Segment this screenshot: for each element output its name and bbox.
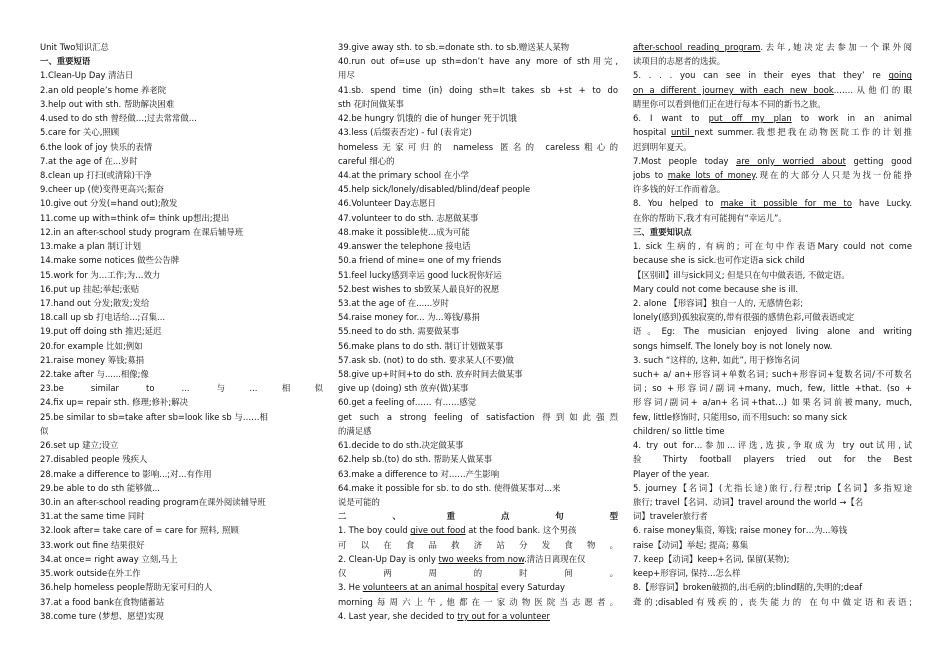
text-line: 16.put up 挂起;举起;张贴 [40,283,140,294]
text-line: 47.volunteer to do sth. 志愿做某事 [338,212,479,223]
sentence-text: 2. Clean-Up Day is only [338,553,439,564]
text-line: 13.make a plan 制订计划 [40,241,142,252]
text-line [633,125,912,139]
text-line: 45.help sick/lonely/disabled/blind/deaf people [338,184,531,195]
underlined-phrase: going [888,70,912,81]
text-line: 15.work for 为…工作;为…效力 [40,269,161,280]
text-line: 8.clean up 打扫(或清除)干净 [40,169,152,180]
text-line: 50.a friend of mine= one of my friends [338,255,502,266]
text-line: morning每周六上午,他都在一家动物医院当志愿者。 [338,596,618,607]
text-line: sth 花时间做某事 [338,98,404,109]
text-line: 词】traveler旅行者 [633,511,708,522]
text-line: 34.at once= right away 立刻,马上 [40,553,178,564]
section-heading: 二、重点句型 [338,511,618,522]
text-line: 10.give out 分发(=hand out);散发 [40,198,178,209]
text-line: 31.at the same time 同时 [40,511,145,522]
text-line: 6. raise money集资, 筹钱; raise money for…为...筹钱 [633,525,848,536]
text-line: 【区别ill】ill与sick同义; 但是只在句中做表语, 不做定语。 [633,269,850,280]
text-line: 7.at the age of 在...岁时 [40,155,138,166]
text-line: 22.take after 与......相像;像 [40,369,149,380]
underlined-phrase: make lots of money [667,169,756,180]
text-line: 可以在食品救济站分发食物。 [338,539,618,550]
text-line [338,552,618,566]
text-line: 的满足感 [338,425,372,436]
text-line: 48.make it possible使…成为可能 [338,226,470,237]
text-line: 26.set up 建立;设立 [40,440,119,451]
text-line: 61.decide to do sth.决定做某事 [338,440,464,451]
text-line: 仅两周的时间。 [338,568,618,579]
text-line: 52.best wishes to sb致某人最良好的祝愿 [338,283,500,294]
text-line: get such a strong feeling of satisfaction 得到如此强烈 [338,411,618,422]
column-left [40,40,323,623]
text-line: 7. keep【动词】keep+名词, 保留(某物); [633,553,790,564]
text-line: 40.run out of=use up sth=don’t have any more of sth用完, [338,56,618,67]
text-line: 57.ask sb. (not) to do sth. 要求某人(不要)做 [338,354,514,365]
text-line: 44.at the primary school 在小学 [338,169,469,180]
text-line: 55.need to do sth. 需要做某事 [338,326,460,337]
text-line: 5. journey【名词】(尤指长途)旅行,行程;trip【名词】多指短途 [633,482,912,493]
underlined-phrase: until [671,127,695,138]
sentence-text: getting good [845,155,912,166]
text-line: 36.help homeless people帮助无家可归的人 [40,582,213,593]
text-line: 词; so +形容词/副词+many, much, few, little +that. (so + [633,383,912,394]
sentence-text: 1. The boy could [338,525,411,536]
text-line: 2. alone 【形容词】独自一人的, 无感情色彩; [633,297,804,308]
text-line: 8.【形容词】broken破损的,出毛病的;blind瞎的,失明的;deaf [633,582,863,593]
text-line: Unit Two知识汇总 [40,42,109,52]
text-line [338,580,618,594]
text-line: few, little修饰时, 只能用so, 而不用such: so many sick [633,411,848,422]
text-line: 32.look after= take care of = care for 照料, 照顾 [40,525,239,536]
text-line: 63.make a difference to 对……产生影响 [338,468,500,479]
text-line [633,111,912,125]
sentence-text: jobs to [633,169,668,180]
underlined-phrase: make it possible for me to [720,198,852,209]
text-line: 46.Volunteer Day志愿日 [338,198,436,209]
column-right [633,40,912,609]
text-line: 21.raise money 筹钱;募捐 [40,354,145,365]
sentence-text: 7.Most people today [633,155,737,166]
underlined-phrase: after-school reading program [633,42,761,52]
text-line: 60.get a feeling of…… 有……感觉 [338,397,477,408]
text-line: 12.in an after-school study program 在课后辅导班 [40,226,244,237]
text-line: 42.be hungry 饥饿的 die of hunger 死于饥饿 [338,113,517,124]
text-line: 33.work out fine 结果很好 [40,539,145,550]
text-line [633,40,912,54]
text-line: 形容词/副词+ a/an+名词+that…) 如果名词前被many, much, [633,397,912,408]
text-line: songs himself. The lonely boy is not lonely now. [633,340,833,351]
text-line: raise【动词】举起; 提高; 募集 [633,539,749,550]
text-line: 51.feel lucky感到幸运 good luck祝你好运 [338,269,502,280]
text-line: 19.put off doing sth 推迟;延迟 [40,326,162,337]
text-line: 25.be similar to sb=take after sb=look like sb 与……相 [40,411,268,422]
text-line: lonely(感到)孤独寂寞的,带有很强的感情色彩,可做表语或定 [633,312,855,323]
text-line [633,168,912,182]
text-line: 似 [40,425,49,436]
text-line: 许多钱的好工作而着急。 [633,184,726,195]
text-line: 20.for example 比如;例如 [40,340,143,351]
column-middle [338,40,618,623]
text-line: such+ a/ an+形容词+单数名词; such+形容词+复数名词/不可数名 [633,369,912,380]
sentence-text: to work in an animal [791,113,912,124]
underlined-phrase: on a different journey with each new book [633,84,834,95]
text-line: 11.come up with=think of= think up想出;提出 [40,212,230,223]
underlined-phrase: put off my plan [708,113,792,124]
sentence-text: next summer.我想把我在动物医院工作的计划推 [694,127,912,138]
text-line: 读项目的志愿者的选拔。 [633,56,726,67]
text-line: 睛里你可以看到他们正在进行每本不同的新书之旅。 [633,98,826,109]
text-line: 24.fix up= repair sth. 修理;修补;解决 [40,397,188,408]
section-heading: 三、重要知识点 [633,226,692,237]
text-line: Mary could not come because she is ill. [633,283,799,294]
text-line: 49.answer the telephone 接电话 [338,241,471,252]
section-heading: 一、重要短语 [40,56,91,67]
sentence-text: have Lucky. [851,198,912,209]
text-line: 14.make some notices 做些公告牌 [40,255,180,266]
text-line: 9.cheer up (使)变得更高兴;振奋 [40,184,164,195]
text-line: 62.help sb.(to) do sth. 帮助某人做某事 [338,454,493,465]
text-line: 35.work outside在外工作 [40,568,141,579]
text-line: 聋的;disabled有残疾的, 丧失能力的 在句中做定语和表语; [633,596,912,607]
text-line: 1.Clean-Up Day 清洁日 [40,70,134,81]
text-line: 3.help out with sth. 帮助解决困难 [40,98,175,109]
sentence-text: .去年,她决定去参加一个课外阅 [760,42,912,52]
sentence-text: 5. . . . you can see in their eyes that they’ re [633,70,889,81]
text-line: 4.used to do sth 曾经做…;过去常常做... [40,113,197,124]
sentence-text: 3. He [338,582,363,593]
underlined-phrase: give out food [410,525,466,536]
text-line [338,609,618,623]
text-line: 用尽 [338,70,355,81]
text-line [633,68,912,82]
text-line: 58.give up+时间+to do sth. 放弃时间去做某事 [338,369,523,380]
text-line: careful 细心的 [338,155,395,166]
text-line: 说是可能的 [338,497,380,507]
sentence-text: every Saturday [498,582,565,593]
text-line: homeless无家可归的 nameless 匿名的 careless粗心的 [338,141,618,152]
text-line: keep+形容词, 保持...怎么样 [633,568,741,579]
sentence-text: .现在的大部分人只是为找一份能挣 [755,169,912,180]
underlined-phrase: two weeks from now [438,553,525,564]
text-line: 语。Eg: The musician enjoyed living alone and writing [633,326,912,337]
text-line: 3. such “这样的, 这种, 如此”, 用于修饰名词 [633,354,800,365]
text-line: 旅行; travel【名词、动词】travel around the world →【名 [633,497,864,507]
text-line: 17.hand out 分发;散发;发给 [40,297,150,308]
sentence-text: .清洁日离现在仅 [524,553,586,564]
underlined-phrase: try out for a volunteer [457,610,550,621]
text-line: 5.care for 关心,照顾 [40,127,120,138]
text-line: 54.raise money for... 为...筹钱/募捐 [338,312,480,323]
sentence-text: at the food bank. 这个男孩 [465,525,577,536]
text-line: 39.give away sth. to sb.=donate sth. to sb.赠送某人某物 [338,42,570,52]
sentence-text: hospital [633,127,671,138]
text-line: 6.the look of joy 快乐的表情 [40,141,153,152]
text-line: because she is sick.也可作定语a sick child [633,255,805,266]
text-line: 43.less (后缀表否定) - ful (表肯定) [338,127,472,138]
text-line: 18.call up sb 打电话给...;召集... [40,312,166,323]
text-line: Player of the year. [633,468,710,479]
underlined-phrase: volunteers at an animal hospital [362,582,499,593]
text-line [633,196,912,210]
text-line: 4. try out for…参加...评选,选拔,争取成为 try out试用,试 [633,440,912,451]
text-line: children/ so little time [633,425,725,436]
text-line: 验 Thirty football players tried out for the Best [633,454,912,465]
text-line: 29.be able to do sth 能够做... [40,482,160,493]
text-line: 迟到明年夏天。 [633,141,692,152]
text-line: 23.be similar to ... 与...相似 [40,383,323,394]
text-line: 27.disabled people 残疾人 [40,454,148,465]
text-line: 在你的帮助下,我才有可能拥有“幸运儿”。 [633,212,787,223]
text-line [633,154,912,168]
text-line: 64.make it possible for sb. to do sth. 使得做某事对...来 [338,482,561,493]
text-line: 2.an old people’s home 养老院 [40,84,167,95]
text-line: 37.at a food bank在食物储蓄站 [40,596,165,607]
sentence-text: 4. Last year, she decided to [338,610,458,621]
text-line: 1. sick 生病的, 有病的; 可在句中作表语Mary could not come [633,241,912,252]
text-line [338,523,618,537]
text-line: 53.at the age of 在......岁时 [338,297,449,308]
sentence-text: .……从他们的眼 [833,84,912,95]
text-line: 41.sb. spend time (in) doing sth=It takes sb +st + to do [338,84,618,95]
text-line: 56.make plans to do sth. 制订计划做某事 [338,340,504,351]
sentence-text: 6. I want to [633,113,709,124]
underlined-phrase: are only worried about [736,155,846,166]
text-line: 30.in an after-school reading program在课外阅读辅导班 [40,497,266,507]
text-line: 38.come ture (梦想、愿望)实现 [40,610,164,621]
text-line: give up (doing) sth 放弃(做)某事 [338,383,469,394]
sentence-text: 8. You helped to [633,198,721,209]
text-line: 28.make a difference to 影响...;对...有作用 [40,468,212,479]
text-line [633,83,912,97]
